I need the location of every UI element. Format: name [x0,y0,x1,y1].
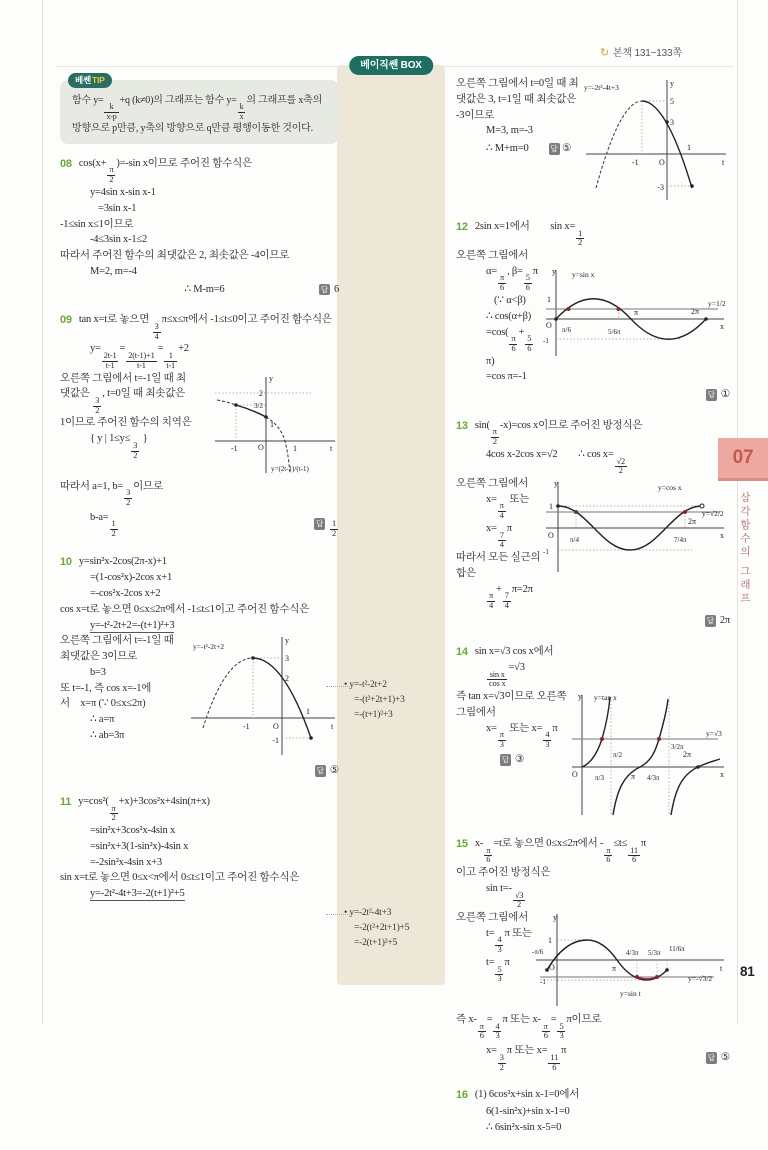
tick-label: -1 [231,443,238,453]
tick-label: 11/6π [669,945,685,954]
line-label: y=√2/2 [702,509,724,519]
origin-label: O [659,158,665,167]
problem-13 [456,418,730,629]
solution-line: x- $\frac{\pi}{6}$ =t로 놓으면 0≤x≤2π에서 - $\frac{\pi}{6}$ ≤t≤ $\frac{11}{6}$ π [474,838,646,865]
solution-line: sin t=- $\frac{√3}{2}$ [486,883,524,910]
tick-label: 5/3π [648,949,661,958]
tip-box [60,75,339,144]
graph-10-parabola [187,633,339,761]
note-line: =-2(t+1)²+5 [354,938,398,949]
note-line: y=-2t²-4t+3 [349,908,392,918]
tick-label: 4/3π [626,949,639,958]
tick-label: 2π [683,750,692,760]
axis-label: t [331,722,334,732]
tick-label: π/4 [570,536,579,545]
problem-16 [456,1087,730,1135]
tick-label: 1 [293,443,297,453]
solution-line: =-2sin²x-4sin x+3 [90,856,162,868]
solution-line: α= $\frac{\pi}{6}$ , β= $\frac{5}{6}$ π [486,265,538,293]
solution-line: cos(x+ $\frac{\pi}{2}$ )=-sin x이므로 주어진 함수식은 [78,157,253,185]
chapter-title-vertical: 삼각함수의 그래프 [739,492,750,606]
answer-badge: 답 [707,390,715,400]
box-note-2 [344,906,442,952]
curve-label: y=-2t²-4t+3 [584,83,619,92]
solution-line: M=2, m=-4 [90,265,137,277]
solution-line: =cos( $\frac{\pi}{6}$ + $\frac{5}{6}$ π) [486,326,532,367]
tick-label: π [634,307,639,317]
solution-line: M=3, m=-3 [486,125,533,137]
tick-label: 1 [549,502,553,512]
solution-line: x= $\frac{\pi}{4}$ 또는 x= $\frac{7}{4}$ π [486,493,530,550]
curve-label: y=cos x [658,483,682,493]
answer-badge: 답 [550,144,558,153]
problem-10 [60,554,339,779]
origin-label: O [258,442,264,452]
solution-line: 그림에서 [456,706,496,718]
axis-label: x [720,770,724,780]
page-number: 81 [740,964,755,979]
solution-line: 2sin x=1에서 sin x= $\frac{1}{2}$ [474,221,583,248]
problem-number: 09 [60,314,72,327]
box-note-1 [344,678,442,724]
problem-number: 10 [60,555,72,568]
solution-line: (1) 6cos²x+sin x-1=0에서 [474,1089,580,1101]
chapter-tab [718,438,768,481]
key-formula: y=-t²-2t+2=-(t+1)²+3 [90,619,175,631]
tick-label: -1 [272,736,279,746]
solution-line: =-cos²x-2cos x+2 [90,588,161,600]
answer-badge: 답 [315,519,323,529]
solution-line: { y | 1≤y≤ $\frac{3}{2}$ } [90,433,148,460]
tick-label: π [612,964,617,974]
solution-line: ∴ 6sin²x-sin x-5=0 [486,1121,562,1133]
graph-15-sine [532,910,730,1012]
answer-badge: 답 [707,1052,715,1062]
refresh-icon: ↻ [600,47,610,59]
tick-label: -π/6 [532,948,544,957]
tick-label: π [631,772,636,782]
tick-label: -1 [243,722,250,732]
bullet: • [344,680,348,690]
tick-label: π/3 [595,774,604,783]
solution-line [90,618,339,634]
tick-label: 5 [670,97,674,106]
tick-label: 1 [270,419,274,429]
solution-line: 오른쪽 그림에서 t=-1일 때 최 [60,372,186,384]
problem-12 [456,219,730,403]
answer-value: ③ [514,753,525,765]
axis-label: t [722,158,725,167]
axis-label: y [553,913,557,923]
problem-number: 08 [60,157,72,170]
solution-line [90,886,339,902]
tick-label: 7/4π [674,536,687,545]
axis-label: y [285,636,289,646]
graph-09-hyperbola [211,371,339,479]
note-line: =-(t+1)²+3 [354,710,393,721]
tick-label: 2 [259,388,263,398]
tick-label: 4/3π [647,774,660,783]
tick-label: 2π [688,517,697,527]
answer-value: ⑤ [720,1051,730,1063]
problem-11 [60,794,339,902]
problem-14 [456,644,730,822]
solution-line: 이고 주어진 방정식은 [456,867,551,879]
line-label: y=1/2 [708,298,726,308]
tick-label: 2 [285,674,289,684]
answer-badge: 답 [320,284,328,294]
solution-line: =sin²x+3(1-sin²x)-4sin x [90,840,189,852]
axis-label: y [269,373,273,383]
solution-line: y= $\frac{2t-1}{t-1}$ = $\frac{2(t-1)+1}{t-1}$ = $\frac{1}{t-1}$ +2 [90,343,189,370]
book-ref-header [600,46,760,61]
solution-line: ∴ M+m=0 [486,143,529,154]
page-edge-left [42,0,43,1024]
answer-value: ⑤ [329,765,339,777]
curve-label: y=-t²-2t+2 [193,642,225,652]
graph-12-sine [542,264,730,362]
solution-line: (∵ α<β) [494,295,526,306]
origin-label: O [273,722,279,732]
right-column [456,76,730,1150]
axis-label: y [554,479,558,489]
solution-line: x= $\frac{\pi}{3}$ 또는 x= $\frac{4}{3}$ π [486,722,558,749]
tick-label: -1 [632,158,639,167]
solution-line: ∴ a=π [90,714,115,726]
answer-value: 2π [719,614,730,626]
solution-line: t= $\frac{5}{3}$ π [486,957,510,984]
note-line: =-(t²+2t+1)+3 [354,695,405,706]
solution-line: x= $\frac{3}{2}$ π 또는 x= $\frac{11}{6}$ π [486,1045,567,1072]
solution-line: 1이므로 주어진 함수의 치역은 [60,417,192,429]
tick-label: -3 [657,183,664,192]
curve-label: y=sin x [572,269,595,279]
tick-label: -1 [543,548,549,557]
solution-line: 댓값은 3, t=1일 때 최솟값은 [456,93,577,105]
solution-line: 오른쪽 그림에서 [456,250,529,262]
solution-line: ∴ M-m=6 [184,283,225,295]
solution-line: 따라서 모든 실근의 합은 [456,552,541,579]
solution-line: b-a= $\frac{1}{2}$ [90,511,116,539]
answer-value: ① [720,389,730,401]
answer-value: 6 [333,283,339,295]
axis-label: x [720,531,724,541]
problem-number: 16 [456,1089,468,1102]
solution-line: =3sin x-1 [98,202,137,214]
tick-label: π/6 [562,325,571,334]
problem-09 [60,312,339,539]
tick-label: π/2 [613,751,622,760]
axis-label: y [552,266,556,276]
solution-line: cos x=t로 놓으면 0≤x≤2π에서 -1≤t≤1이고 주어진 함수식은 [60,603,310,615]
solution-line: y=sin²x-2cos(2π-x)+1 [78,555,167,567]
problem-number: 12 [456,221,468,233]
answer-badge: 답 [501,754,509,764]
answer-value: ⑤ [562,143,572,154]
solution-line: -1≤sin x≤1이므로 [60,218,134,230]
axis-label: x [720,321,724,331]
solution-line: -3이므로 [456,109,495,121]
solution-line: 따라서 a=1, b= $\frac{3}{2}$ 이므로 [60,480,163,507]
solution-line: -4≤3sin x-1≤2 [90,234,148,246]
curve-label: y=tan x [594,693,617,703]
solution-line: t= $\frac{4}{3}$ π 또는 [486,927,532,955]
tick-label: 1 [548,936,552,946]
tip-badge-name: 베쎈 [75,75,92,85]
curve-label: y=(2t-1)/(t-1) [271,464,309,473]
graph-13-cosine [542,476,730,578]
solution-line: y=cos²( $\frac{\pi}{2}$ +x)+3cos²x+4sin(π+x) [78,796,210,823]
solution-line: 6(1-sin²x)+sin x-1=0 [486,1105,570,1117]
problem-number: 11 [60,796,72,809]
tick-label: 1 [687,143,691,152]
solution-line: ∴ cos(α+β) [486,310,532,322]
solution-line: sin x=t로 놓으면 0≤x<π에서 0≤t≤1이고 주어진 함수식은 [60,872,300,884]
solution-line: 서 x=π (∵ 0≤x≤2π) [60,698,146,710]
origin-label: O [546,320,552,330]
line-label: y=-√3/2 [688,974,713,984]
bullet: • [344,908,348,918]
problem-08 [60,156,339,297]
tick-label: 2π [691,306,700,316]
book-ref-text: 본책 131~133쪽 [613,48,682,59]
tick-label: 3 [285,654,289,664]
problem-number: 14 [456,645,468,658]
problem-15 [456,836,730,1072]
origin-label: O [549,963,555,973]
left-column [60,75,339,917]
solution-line: =(1-cos²x)-2cos x+1 [90,572,173,584]
tip-badge [68,73,112,88]
origin-label: O [572,770,578,780]
solution-line: $\frac{\pi}{4}$ + $\frac{7}{4}$ π=2π [489,583,533,610]
origin-label: O [548,531,554,541]
key-formula: y=-2t²-4t+3=-2(t+1)²+5 [90,888,185,900]
solution-line: 따라서 주어진 함수의 최댓값은 2, 최솟값은 -4이므로 [60,250,290,262]
axis-label: t [330,443,333,453]
graph-14-tangent [568,689,730,821]
tick-label: 1 [547,294,551,304]
solution-line: sin( $\frac{\pi}{2}$ -x)=cos x이므로 주어진 방정식은 [474,419,643,447]
axis-label: y [578,692,582,702]
tip-badge-tip: TIP [92,75,105,85]
solution-line: 즉 x- $\frac{\pi}{6}$ = $\frac{4}{3}$ π 또는 x- $\frac{\pi}{6}$ = $\frac{5}{3}$ π이므로 [456,1014,602,1041]
note-line: y=-t²-2t+2 [349,680,387,690]
solution-line: 오른쪽 그림에서 [456,912,529,924]
solution-line: b=3 [90,666,106,678]
problem-number: 15 [456,838,468,851]
answer-badge: 답 [706,615,714,625]
tick-label: -1 [543,336,549,345]
answer-value: $\frac{1}{2}$ [332,519,336,539]
basic-ssen-box-badge: 베이직쎈 BOX [349,56,433,75]
note-line: =-2(t²+2t+1)+5 [354,923,410,934]
solution-line: =cos π=-1 [486,371,527,383]
tick-label: 3/2π [671,743,684,752]
problem-11-continued [456,76,730,204]
tick-label: 1 [306,707,310,717]
line-label: y=√3 [706,729,722,739]
graph-11-parabola [582,76,730,204]
curve-label: y=sin t [620,989,641,999]
solution-line: 또 t=-1, 즉 cos x=-1에 [60,682,152,694]
chapter-number: 07 [732,446,754,468]
solution-line: 즉 tan x=√3이므로 오른쪽 [456,691,567,703]
axis-label: y [670,79,674,88]
solution-line: 4cos x-2cos x=√2 ∴ cos x= $\frac{√2}{2}$ [486,449,625,476]
basic-ssen-box [337,60,445,985]
solution-line: y=4sin x-sin x-1 [90,187,156,199]
tick-label: 3/2 [254,401,263,410]
solution-line: 오른쪽 그림에서 [456,478,529,490]
answer-badge: 답 [316,766,324,776]
problem-number: 13 [456,419,468,432]
solution-line: 오른쪽 그림에서 t=-1일 때 [60,635,174,647]
solution-line: =sin²x+3cos²x-4sin x [90,825,176,837]
solution-line: ∴ ab=3π [90,729,125,741]
solution-line: 댓값은 $\frac{3}{2}$ , t=0일 때 최솟값은 [60,388,186,415]
tick-label: 5/6π [608,327,621,336]
tip-text: 함수 y= $\frac{k}{x-p}$ +q (k≠0)의 그래프는 함수 y= $\frac{k}{x}$ 의 그래프를 x축의 방향으로 p만큼, y축의 방향으로 q만큼 평행이동한 것이다. [72,95,323,134]
tick-label: 3 [670,118,674,127]
solution-line: sin x=√3 cos x에서 [474,645,554,657]
tick-label: -1 [540,978,546,987]
solution-line: $\frac{\text{sin x}}{\text{cos x}}$ =√3 [489,662,525,689]
solution-line: tan x=t로 놓으면 $\frac{3}{4}$ π≤x≤π에서 -1≤t≤0이고 주어진 함수식은 [78,314,332,341]
solution-line: 오른쪽 그림에서 t=0일 때 최 [456,78,579,89]
solution-line: 최댓값은 3이므로 [60,651,138,663]
axis-label: t [720,964,723,974]
